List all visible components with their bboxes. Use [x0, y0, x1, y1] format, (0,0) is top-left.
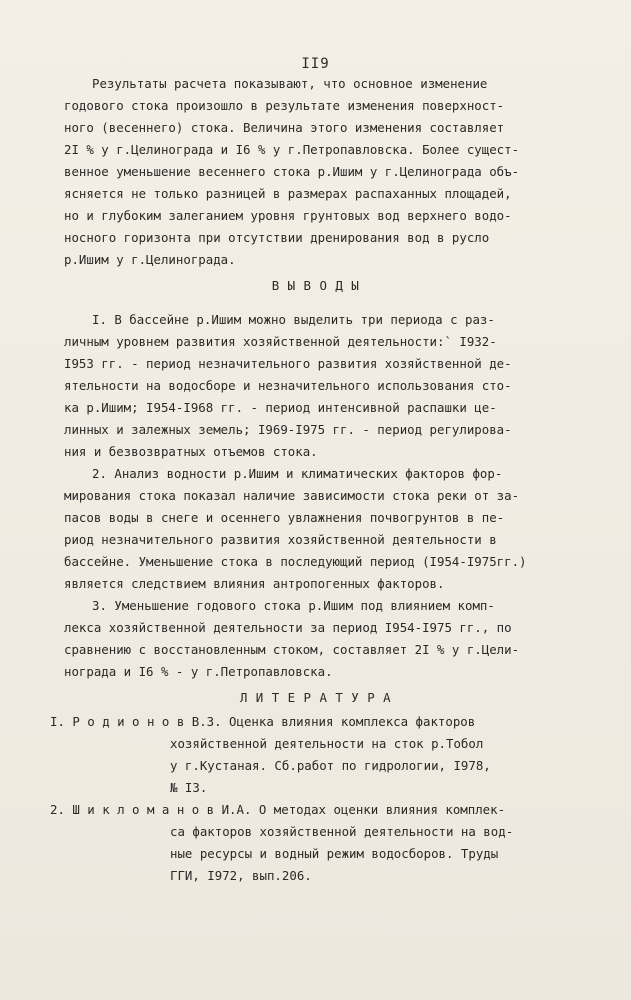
reference-line: ные ресурсы и водный режим водосборов. Труды [170, 846, 499, 861]
conclusion-line: личным уровнем развития хозяйственной деятельности:` I932- [64, 334, 497, 349]
intro-line: ясняется не только разницей в размерах распаханных площадей, [64, 186, 512, 201]
reference-line: хозяйственной деятельности на сток р.Тобол [170, 736, 484, 751]
conclusion-line: мирования стока показал наличие зависимости стока реки от за- [64, 488, 520, 503]
conclusion-line: пасов воды в снеге и осеннего увлажнения почвогрунтов в пе- [64, 510, 505, 525]
intro-line: ного (весеннего) стока. Величина этого изменения составляет [64, 120, 505, 135]
intro-line: но и глубоким залеганием уровня грунтовых вод верхнего водо- [64, 208, 512, 223]
reference-line: у г.Кустаная. Сб.работ по гидрологии, I978, [170, 758, 491, 773]
conclusion-line: линных и залежных земель; I969-I975 гг. - период регулирова- [64, 422, 512, 437]
literature-heading: Л И Т Е Р А Т У Р А [239, 690, 392, 705]
reference-line: № I3. [170, 780, 208, 795]
conclusion-line: ка р.Ишим; I954-I968 гг. - период интенсивной распашки це- [64, 400, 497, 415]
reference-line: ГГИ, I972, вып.206. [170, 868, 312, 883]
reference-line: 2. Ш и к л о м а н о в И.А. О методах оценки влияния комплек- [50, 802, 506, 817]
intro-line: венное уменьшение весеннего стока р.Ишим у г.Целинограда объ- [64, 164, 520, 179]
page-number: II9 [301, 56, 330, 72]
conclusion-line: ятельности на водосборе и незначительного использования сто- [64, 378, 512, 393]
conclusion-line: 2. Анализ водности р.Ишим и климатических факторов фор- [92, 466, 503, 481]
intro-line: годового стока произошло в результате изменения поверхност- [64, 98, 505, 113]
intro-line: носного горизонта при отсутствии дренирования вод в русло [64, 230, 490, 245]
reference-line: I. Р о д и о н о в В.З. Оценка влияния комплекса факторов [50, 714, 476, 729]
intro-line: р.Ишим у г.Целинограда. [64, 252, 236, 267]
conclusion-line: риод незначительного развития хозяйственной деятельности в [64, 532, 497, 547]
conclusion-line: 3. Уменьшение годового стока р.Ишим под влиянием комп- [92, 598, 495, 613]
conclusion-line: сравнению с восстановленным стоком, составляет 2I % у г.Цели- [64, 642, 520, 657]
conclusion-line: является следствием влияния антропогенных факторов. [64, 576, 445, 591]
conclusion-line: бассейне. Уменьшение стока в последующий период (I954-I975гг.) [64, 554, 527, 569]
conclusion-line: нограда и I6 % - у г.Петропавловска. [64, 664, 333, 679]
conclusion-line: ния и безвозвратных отъемов стока. [64, 444, 318, 459]
conclusion-line: лекса хозяйственной деятельности за период I954-I975 гг., по [64, 620, 512, 635]
intro-line: 2I % у г.Целинограда и I6 % у г.Петропавловска. Более сущест- [64, 142, 520, 157]
conclusions-heading: В Ы В О Д Ы [271, 278, 360, 293]
intro-line: Результаты расчета показывают, что основное изменение [92, 76, 488, 91]
conclusion-line: I. В бассейне р.Ишим можно выделить три периода с раз- [92, 312, 495, 327]
conclusion-line: I953 гг. - период незначительного развития хозяйственной де- [64, 356, 512, 371]
reference-line: са факторов хозяйственной деятельности на вод- [170, 824, 514, 839]
